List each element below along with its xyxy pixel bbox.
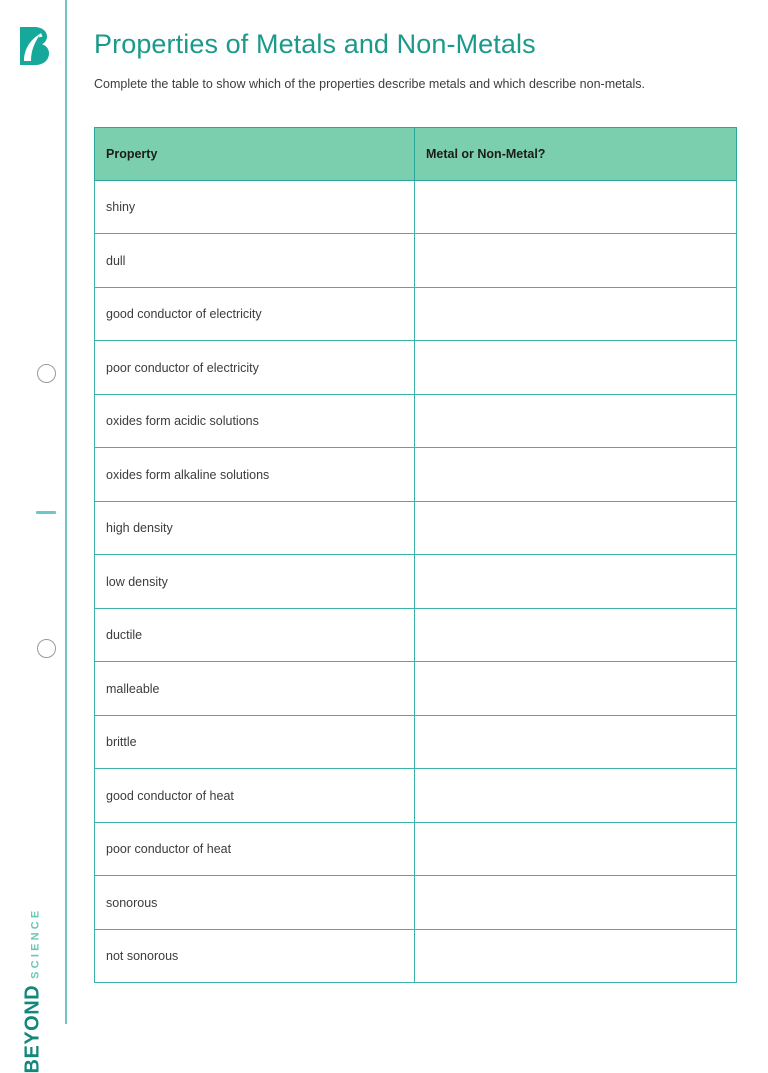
property-cell: sonorous <box>95 876 415 930</box>
table-row <box>95 608 737 662</box>
answer-cell[interactable] <box>415 929 737 983</box>
properties-table <box>94 127 737 984</box>
table-row <box>95 876 737 930</box>
property-cell: good conductor of electricity <box>95 287 415 341</box>
property-cell: oxides form acidic solutions <box>95 394 415 448</box>
table-row <box>95 341 737 395</box>
answer-cell[interactable] <box>415 448 737 502</box>
table-header <box>95 127 737 180</box>
punch-hole-icon-bottom <box>37 639 56 658</box>
property-cell: oxides form alkaline solutions <box>95 448 415 502</box>
property-cell: low density <box>95 555 415 609</box>
table-row <box>95 448 737 502</box>
property-cell: malleable <box>95 662 415 716</box>
table-row <box>95 769 737 823</box>
table-row <box>95 822 737 876</box>
answer-cell[interactable] <box>415 769 737 823</box>
instructions-text: Complete the table to show which of the properties describe metals and which describe non-metals. <box>94 77 645 92</box>
column-header-property: Property <box>95 127 415 180</box>
table-row <box>95 180 737 234</box>
table-row <box>95 287 737 341</box>
table-header-row <box>95 127 737 180</box>
table-row <box>95 501 737 555</box>
answer-cell[interactable] <box>415 287 737 341</box>
property-cell: poor conductor of electricity <box>95 341 415 395</box>
table-row <box>95 662 737 716</box>
page-title: Properties of Metals and Non-Metals <box>94 29 536 59</box>
answer-cell[interactable] <box>415 501 737 555</box>
column-header-answer: Metal or Non-Metal? <box>415 127 737 180</box>
brand-footer <box>16 822 50 1073</box>
property-cell: high density <box>95 501 415 555</box>
table-body <box>95 180 737 983</box>
beyond-b-leaf-logo-icon <box>17 25 55 67</box>
table-row <box>95 394 737 448</box>
brand-primary-label: BEYOND <box>21 984 44 1073</box>
punch-hole-icon-top <box>37 364 56 383</box>
property-cell: not sonorous <box>95 929 415 983</box>
margin-rule <box>65 0 67 1024</box>
brand-secondary-label: SCIENCE <box>29 907 42 979</box>
table-row <box>95 929 737 983</box>
property-cell: poor conductor of heat <box>95 822 415 876</box>
binding-dash-icon <box>36 511 56 514</box>
table-row <box>95 555 737 609</box>
answer-cell[interactable] <box>415 341 737 395</box>
main-content <box>94 0 736 983</box>
answer-cell[interactable] <box>415 715 737 769</box>
answer-cell[interactable] <box>415 876 737 930</box>
property-cell: ductile <box>95 608 415 662</box>
property-cell: good conductor of heat <box>95 769 415 823</box>
answer-cell[interactable] <box>415 180 737 234</box>
answer-cell[interactable] <box>415 822 737 876</box>
property-cell: dull <box>95 234 415 288</box>
table-row <box>95 234 737 288</box>
table-row <box>95 715 737 769</box>
answer-cell[interactable] <box>415 555 737 609</box>
property-cell: brittle <box>95 715 415 769</box>
answer-cell[interactable] <box>415 394 737 448</box>
answer-cell[interactable] <box>415 234 737 288</box>
answer-cell[interactable] <box>415 608 737 662</box>
property-cell: shiny <box>95 180 415 234</box>
answer-cell[interactable] <box>415 662 737 716</box>
